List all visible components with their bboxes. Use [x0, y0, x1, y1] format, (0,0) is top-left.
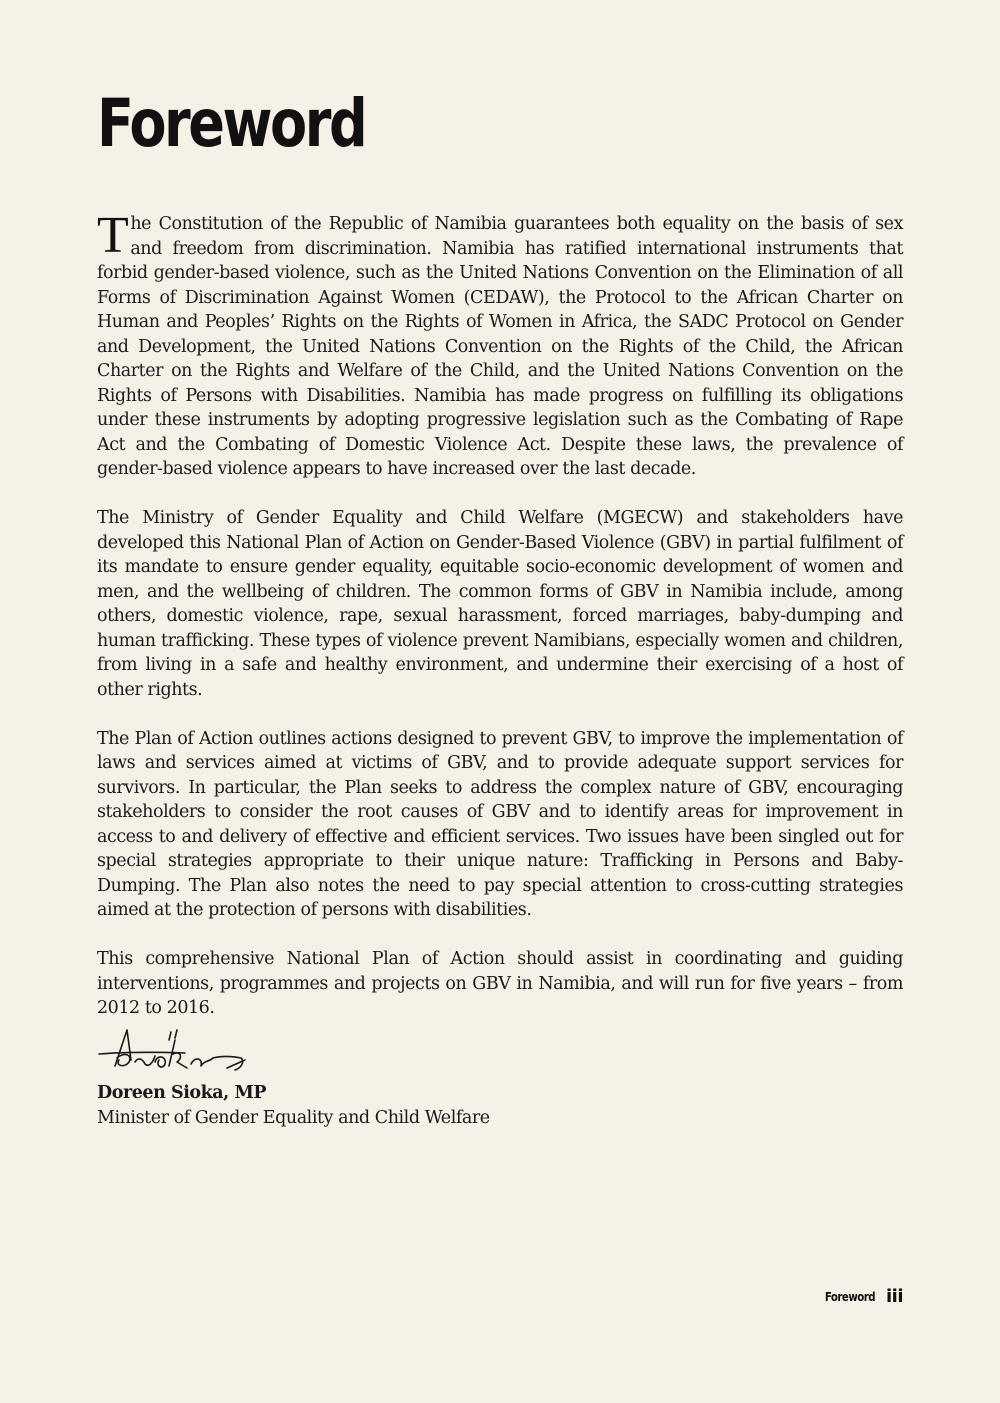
foreword-body — [97, 207, 903, 1045]
page-footer — [816, 1286, 903, 1307]
page-title: Foreword — [97, 85, 366, 162]
signatory-name: Doreen Sioka, MP — [97, 1083, 267, 1103]
signature-block — [97, 1081, 490, 1130]
signature-image — [95, 1022, 275, 1082]
paragraph-3: The Plan of Action outlines actions designed to prevent GBV, to improve the implementation of laws and services aimed at victims of GBV, and to provide adequate support services for survivors. In particular, the Plan seeks to address the complex nature of GBV, encouraging stakeholders to consider the root causes of GBV and to identify areas for improvement in access to and delivery of effective and efficient services. Two issues have been singled out for special strategies appropriate to their unique nature: Trafficking in Persons and Baby-Dumping. The Plan also notes the need to pay special attention to cross-cutting strategies aimed at the protection of persons with disabilities. — [97, 728, 903, 920]
signatory-role: Minister of Gender Equality and Child Welfare — [97, 1107, 490, 1128]
drop-cap: T — [97, 207, 129, 264]
paragraph-1 — [97, 207, 903, 482]
paragraph-4: This comprehensive National Plan of Action should assist in coordinating and guiding interventions, programmes and projects on GBV in Namibia, and will run for five years – from 2012 to 2016. — [97, 949, 903, 1018]
footer-section-label: Foreword — [824, 1289, 875, 1304]
paragraph-1-text: he Constitution of the Republic of Namibia guarantees both equality on the basis of sex and freedom from discrimination. Namibia has ratified international instruments that forbid gender-based violence, such as the United Nations Convention on the Elimination of all Forms of Discrimination Against Women (CEDAW), the Protocol to the African Charter on Human and Peoples’ Rights on the Rights of Women in Africa, the SADC Protocol on Gender and Development, the United Nations Convention on the Rights of the Child, the African Charter on the Rights and Welfare of the Child, and the United Nations Convention on the Rights of Persons with Disabilities. Namibia has made progress on fulfilling its obligations under these instruments by adopting progressive legislation such as the Combating of Rape Act and the Combating of Domestic Violence Act. Despite these laws, the prevalence of gender-based violence appears to have increased over the last decade. — [97, 214, 903, 479]
page-number: iii — [885, 1286, 903, 1307]
paragraph-2: The Ministry of Gender Equality and Child Welfare (MGECW) and stakeholders have developed this National Plan of Action on Gender-Based Violence (GBV) in partial fulfilment of its mandate to ensure gender equality, equitable socio-economic development of women and men, and the wellbeing of children. The common forms of GBV in Namibia include, among others, domestic violence, rape, sexual harassment, forced marriages, baby-dumping and human trafficking. These types of violence prevent Namibians, especially women and children, from living in a safe and healthy environment, and undermine their exercising of a host of other rights. — [97, 508, 903, 700]
